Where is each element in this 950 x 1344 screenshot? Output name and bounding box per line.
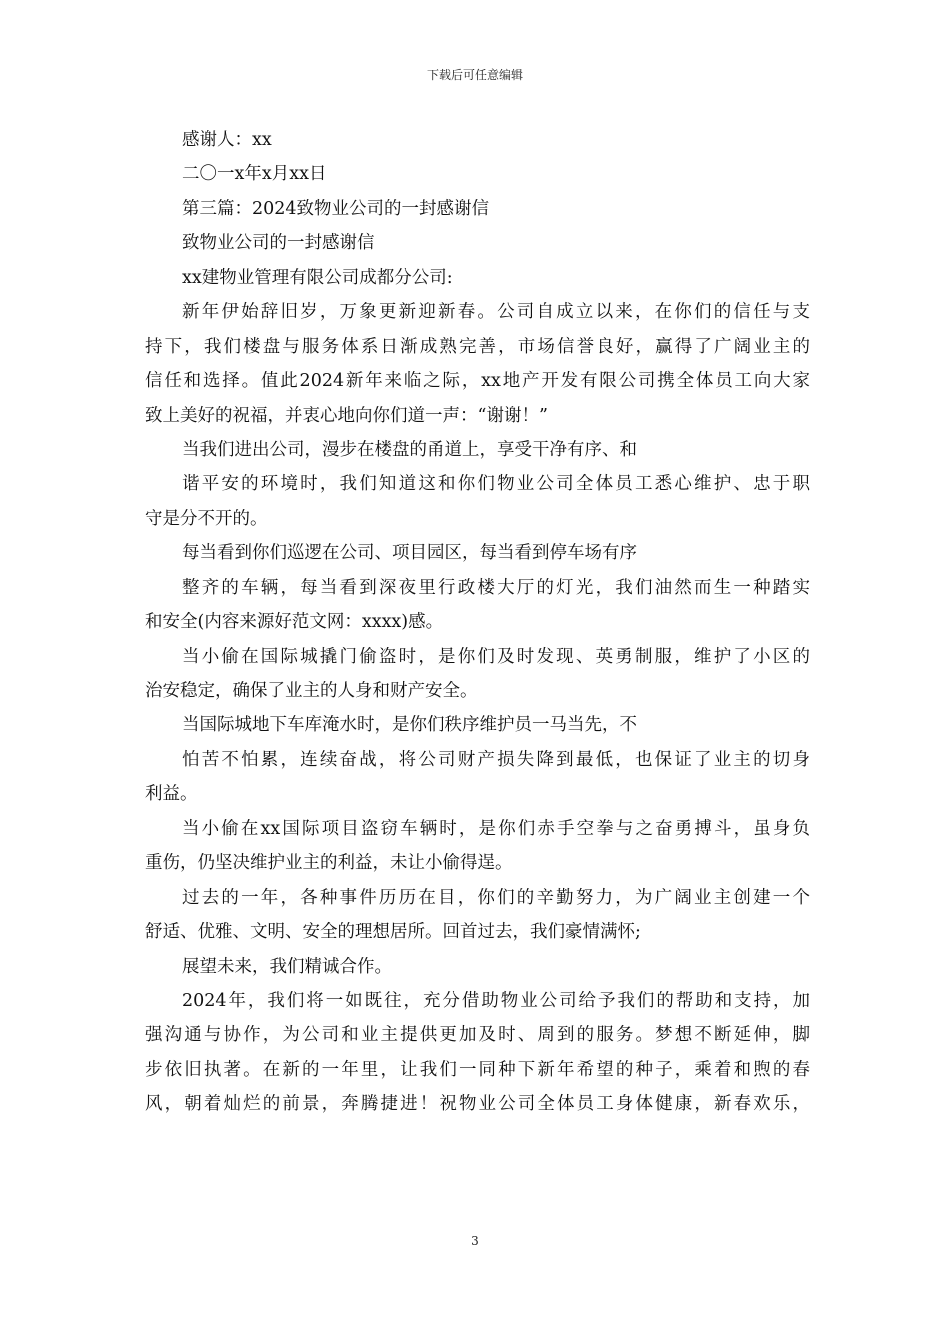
document-body — [145, 125, 810, 1124]
text-line: 2024年，我们将一如既往，充分借助物业公司给予我们的帮助和支持，加 — [182, 990, 810, 1011]
text-line: 感谢人：xx — [182, 130, 272, 150]
page-number: 3 — [471, 1234, 479, 1248]
text-line: 重伤，仍坚决维护业主的利益，未让小偷得逞。 — [145, 853, 513, 874]
page-header: 下载后可任意编辑 — [426, 68, 523, 82]
text-line: 步依旧执著。在新的一年里，让我们一同种下新年希望的种子，乘着和煦的春 — [145, 1059, 810, 1080]
text-line: 当小偷在国际城撬门偷盗时，是你们及时发现、英勇制服，维护了小区的 — [182, 646, 810, 667]
text-line: 舒适、优雅、文明、安全的理想居所。回首过去，我们豪情满怀; — [145, 922, 641, 943]
text-line: 第三篇：2024致物业公司的一封感谢信 — [182, 198, 490, 219]
text-line: 每当看到你们巡逻在公司、项目园区，每当看到停车场有序 — [182, 543, 637, 564]
text-line: 守是分不开的。 — [145, 508, 268, 529]
text-line: 和安全(内容来源好范文网：xxxx)感。 — [145, 612, 444, 633]
text-line: 强沟通与协作，为公司和业主提供更加及时、周到的服务。梦想不断延伸，脚 — [145, 1025, 810, 1046]
text-line: 致物业公司的一封感谢信 — [182, 233, 375, 254]
text-line: 当我们进出公司，漫步在楼盘的甬道上，享受干净有序、和 — [182, 439, 637, 460]
text-line: 致上美好的祝福，并衷心地向你们道一声：“谢谢！” — [145, 405, 548, 426]
text-line: 信任和选择。值此2024新年来临之际，xx地产开发有限公司携全体员工向大家 — [145, 371, 810, 392]
text-line: 二〇一x年x月xx日 — [182, 164, 327, 185]
text-line: 利益。 — [145, 784, 198, 805]
text-line: xx建物业管理有限公司成都分公司: — [182, 267, 453, 288]
text-line: 整齐的车辆，每当看到深夜里行政楼大厅的灯光，我们油然而生一种踏实 — [182, 577, 810, 598]
text-line: 治安稳定，确保了业主的人身和财产安全。 — [145, 681, 478, 701]
text-line: 过去的一年，各种事件历历在目，你们的辛勤努力，为广阔业主创建一个 — [182, 887, 810, 908]
text-line: 新年伊始辞旧岁，万象更新迎新春。公司自成立以来，在你们的信任与支 — [182, 302, 810, 323]
text-line: 怕苦不怕累，连续奋战，将公司财产损失降到最低，也保证了业主的切身 — [182, 749, 810, 770]
text-line: 谐平安的环境时，我们知道这和你们物业公司全体员工悉心维护、忠于职 — [182, 474, 810, 495]
text-line: 持下，我们楼盘与服务体系日渐成熟完善，市场信誉良好，赢得了广阔业主的 — [145, 336, 810, 357]
text-line: 风，朝着灿烂的前景，奔腾捷进！祝物业公司全体员工身体健康，新春欢乐， — [145, 1094, 810, 1115]
text-line: 当国际城地下车库淹水时，是你们秩序维护员一马当先，不 — [182, 715, 637, 736]
text-line: 展望未来，我们精诚合作。 — [182, 956, 392, 977]
text-line: 当小偷在xx国际项目盗窃车辆时，是你们赤手空拳与之奋勇搏斗，虽身负 — [182, 818, 810, 839]
